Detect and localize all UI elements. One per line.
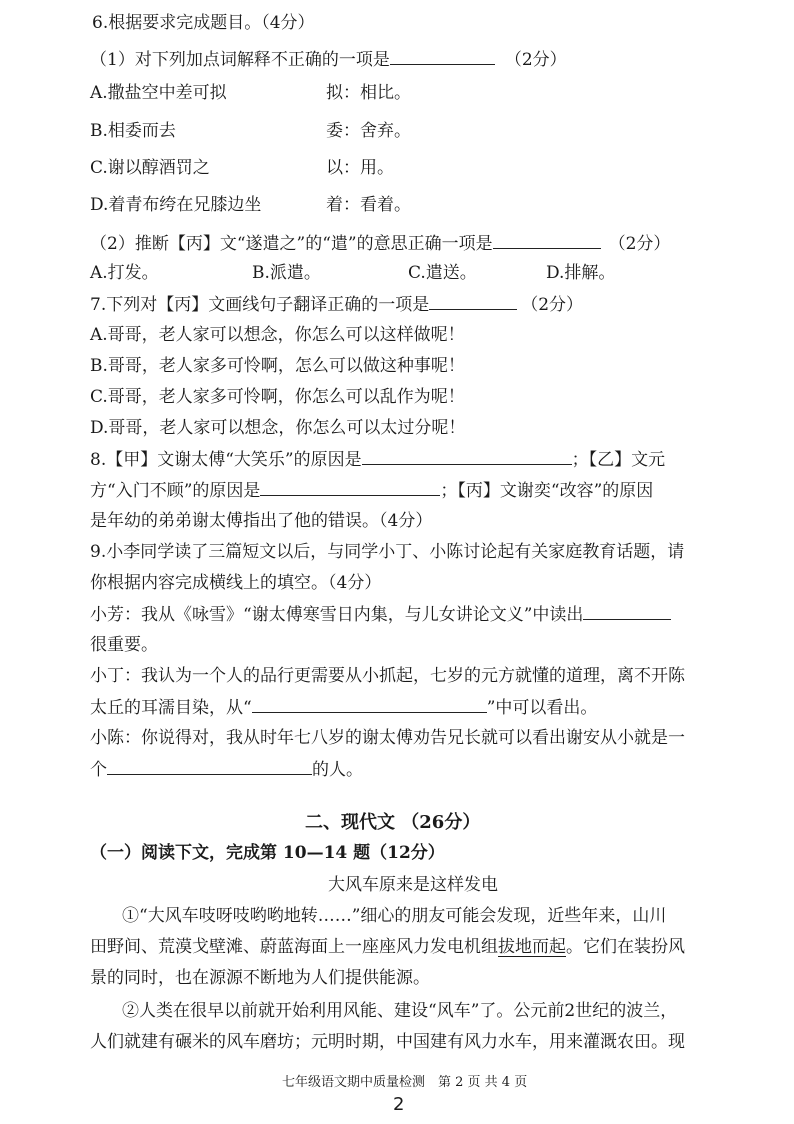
- article-p1-line1: ①“大风车吱呀吱哟哟地转……”细心的朋友可能会发现，近些年来，山川: [122, 906, 667, 926]
- q9-line5: 小丁：我认为一个人的品行更需要从小抓起，七岁的元方就懂的道理，离不开陈: [90, 666, 685, 686]
- q6-part1-line: [90, 48, 567, 71]
- page-footer: 七年级语文期中质量检测 第 2 页 共 4 页: [282, 1075, 528, 1090]
- q8-line3: 是年幼的弟弟谢太傅指出了他的错误。（4分）: [90, 511, 433, 531]
- q8-line1-a: 8.【甲】文谢太傅“大笑乐”的原因是: [90, 450, 362, 470]
- answer-blank[interactable]: [260, 479, 440, 496]
- article-p2-line2: 人们就建有碾米的风车磨坊；元明时期，中国建有风力水车，用来灌溉农田。现: [90, 1032, 685, 1052]
- q9-line7: 小陈：你说得对，我从时年七八岁的谢太傅劝告兄长就可以看出谢安从小就是一: [90, 728, 685, 748]
- page-number: 2: [393, 1094, 405, 1115]
- article-p2-line1: ②人类在很早以前就开始利用风能、建设“风车”了。公元前2世纪的波兰，: [122, 1001, 678, 1021]
- q6-part2-score: （2分）: [608, 234, 671, 254]
- q6-option-c: C.谢以醇酒罚之: [90, 158, 210, 178]
- q7-option-c: C.哥哥，老人家多可怜啊，你怎么可以乱作为呢！: [90, 387, 465, 407]
- q6-part2-option-a: A.打发。: [90, 263, 159, 283]
- q9-line6: [90, 696, 597, 719]
- article-p1-line2-b: 。它们在装扮风: [566, 937, 685, 957]
- q7-option-b: B.哥哥，老人家多可怜啊，怎么可以做这种事呢！: [90, 356, 465, 376]
- answer-blank[interactable]: [390, 48, 495, 65]
- answer-blank[interactable]: [252, 696, 487, 713]
- q6-option-c-gloss: 以：用。: [326, 158, 394, 178]
- q9-line3: [90, 603, 671, 626]
- q6-option-b: B.相委而去: [90, 121, 176, 141]
- q6-part2-option-d: D.排解。: [546, 263, 616, 283]
- section-subtitle: （一）阅读下文，完成第 10—14 题（12分）: [90, 843, 445, 863]
- q6-option-b-gloss: 委：舍弃。: [326, 121, 411, 141]
- q6-option-a: A.撒盐空中差可拟: [90, 83, 227, 103]
- q9-line4: 很重要。: [90, 635, 158, 655]
- q6-part2-option-c: C.遣送。: [408, 263, 477, 283]
- q7-option-a: A.哥哥，老人家可以想念，你怎么可以这样做呢！: [90, 325, 465, 345]
- q6-part2-prompt: （2）推断【丙】文“遂遣之”的“遣”的意思正确一项是: [90, 234, 493, 254]
- q8-line2-a: 方“入门不顾”的原因是: [90, 481, 261, 501]
- underlined-phrase: 拔地而起: [498, 937, 566, 957]
- q9-line8-a: 个: [90, 760, 107, 780]
- q6-part1-prompt: （1）对下列加点词解释不正确的一项是: [90, 50, 390, 70]
- q9-line6-b: ”中可以看出。: [486, 698, 598, 718]
- answer-blank[interactable]: [493, 232, 601, 249]
- q8-line2: [90, 479, 653, 502]
- article-title: 大风车原来是这样发电: [328, 875, 498, 895]
- q6-part2-line: [90, 232, 670, 255]
- answer-blank[interactable]: [107, 758, 312, 775]
- article-p1-line2-a: 田野间、荒漠戈壁滩、蔚蓝海面上一座座风力发电机组: [90, 937, 498, 957]
- q6-option-a-gloss: 拟：相比。: [326, 83, 411, 103]
- q9-line1: 9.小李同学读了三篇短文以后，与同学小丁、小陈讨论起有关家庭教育话题，请: [90, 542, 685, 562]
- q8-line2-b: ；【丙】文谢奕“改容”的原因: [440, 481, 654, 501]
- q6-option-d-gloss: 着：看着。: [326, 195, 411, 215]
- answer-blank[interactable]: [429, 293, 517, 310]
- q9-line2: 你根据内容完成横线上的填空。（4分）: [90, 573, 382, 593]
- answer-blank[interactable]: [362, 448, 572, 465]
- article-p1-line2: [90, 936, 685, 958]
- article-p1-line3: 景的同时，也在源源不断地为人们提供能源。: [90, 968, 430, 988]
- q9-line8: [90, 758, 363, 781]
- answer-blank[interactable]: [583, 603, 671, 620]
- q6-option-d: D.着青布绔在兄膝边坐: [90, 195, 262, 215]
- q7-option-d: D.哥哥，老人家可以想念，你怎么可以太过分呢！: [90, 418, 466, 438]
- q9-line6-a: 太丘的耳濡目染，从“: [90, 698, 252, 718]
- q7-line: [90, 293, 583, 316]
- q6-header: 6.根据要求完成题目。（4分）: [92, 13, 315, 33]
- q8-line1-b: ；【乙】文元: [571, 450, 666, 470]
- q8-line1: [90, 448, 665, 471]
- q6-part1-score: （2分）: [504, 50, 567, 70]
- q7-prompt: 7.下列对【丙】文画线句子翻译正确的一项是: [90, 295, 430, 315]
- q9-line8-b: 的人。: [312, 760, 363, 780]
- q7-score: （2分）: [521, 295, 584, 315]
- q9-line3-text: 小芳：我从《咏雪》“谢太傅寒雪日内集，与儿女讲论文义”中读出: [90, 605, 584, 625]
- q6-part2-option-b: B.派遣。: [252, 263, 321, 283]
- section-title: 二、现代文 （26分）: [305, 812, 481, 833]
